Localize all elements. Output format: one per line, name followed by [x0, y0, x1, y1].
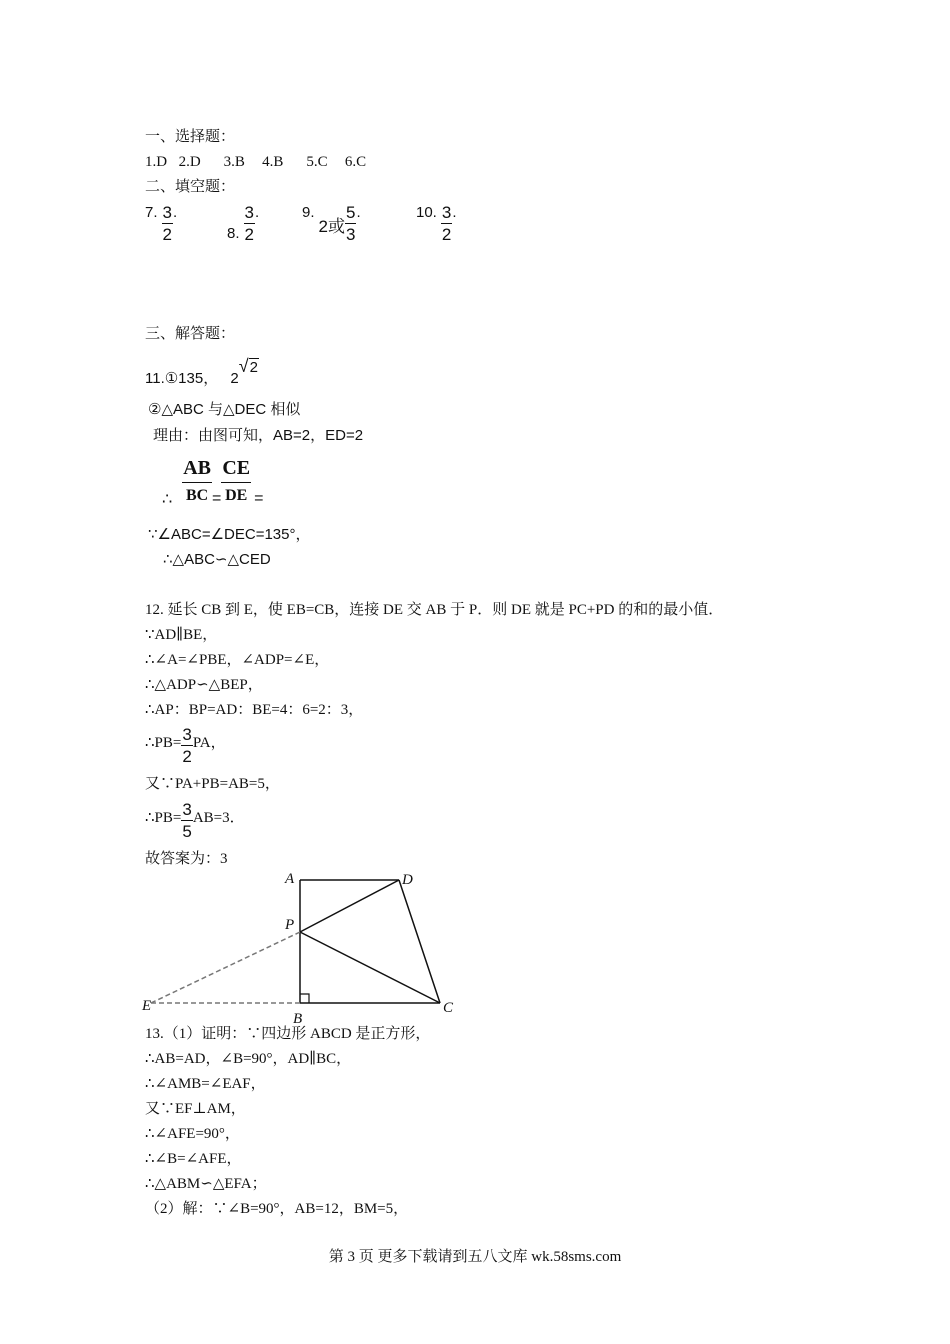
section1-heading: 一、选择题： [145, 129, 236, 145]
q11-ratio: ∴ $\frac{AB}{BC}$ = $\frac{CE}{DE}$ = [162, 457, 264, 508]
segment-pc [300, 932, 440, 1003]
right-angle-mark [300, 994, 309, 1003]
label-b: B [293, 1011, 303, 1026]
q12-line7: 又∵PA+PB=AB=5， [145, 776, 280, 792]
q12-line5: ∴AP：BP=AD：BE=4：6=2：3， [145, 702, 364, 718]
fill-answer-7: 7. $\frac{3}{2}$ . [145, 203, 178, 244]
page-footer: 第 3 页 更多下载请到五八文库 wk.58sms.com [328, 1249, 622, 1265]
label-p: P [285, 917, 295, 933]
fraction: $\frac{5}{3}$ [345, 203, 356, 244]
fraction: $\frac{3}{5}$ [182, 800, 192, 841]
label-d: D [402, 872, 413, 888]
choice-answers: 1.D 2.D 3.B 4.B 5.C 6.C [145, 154, 367, 170]
q13-line7: ∴△ABM∽△EFA； [145, 1176, 267, 1192]
fraction: $\frac{3}{2}$ [182, 725, 192, 766]
geometry-figure [135, 866, 465, 1026]
q13-line4: 又∵EF⊥AM， [145, 1101, 246, 1117]
q12-line1: 12. 延长 CB 到 E，使 EB=CB，连接 DE 交 AB 于 P．则 DE 就是 PC+PD 的和的最小值． [145, 602, 724, 618]
q13-line6: ∴∠B=∠AFE， [145, 1151, 242, 1167]
label-a: A [285, 871, 295, 887]
fill-answer-10: 10. $\frac{3}{2}$ . [416, 203, 457, 244]
q11-line3: 理由：由图可知，AB=2，ED=2 [153, 427, 364, 444]
fraction: $\frac{3}{2}$ [244, 203, 254, 244]
section2-heading: 二、填空题： [145, 179, 236, 195]
q13-line5: ∴∠AFE=90°， [145, 1126, 240, 1142]
q12-line2: ∵AD∥BE， [145, 627, 218, 643]
section3-heading: 三、解答题： [145, 326, 236, 342]
fraction-ab-bc: $\frac{AB}{BC}$ [183, 457, 211, 504]
q12-line8: ∴PB= $\frac{3}{5}$ AB=3． [145, 800, 245, 841]
fill-answer-8: 8. $\frac{3}{2}$ . [227, 203, 260, 244]
q12-line4: ∴△ADP∽△BEP， [145, 677, 263, 693]
sqrt: √2 [238, 356, 258, 376]
q11-line6: ∴△ABC∽△CED [163, 551, 271, 568]
q12-line3: ∴∠A=∠PBE，∠ADP=∠E， [145, 652, 330, 668]
label-e: E [142, 998, 152, 1014]
q13-line8: （2）解：∵∠B=90°，AB=12，BM=5， [145, 1201, 409, 1217]
q11-line2: ②△ABC 与△DEC 相似 [148, 401, 301, 418]
segment-dp [300, 880, 399, 932]
q12-line9: 故答案为：3 [145, 851, 228, 867]
q13-line1: 13.（1）证明：∵四边形 ABCD 是正方形， [145, 1026, 431, 1042]
fraction: $\frac{3}{2}$ [162, 203, 172, 244]
q12-line6: ∴PB= $\frac{3}{2}$ PA， [145, 725, 226, 766]
label-c: C [443, 1000, 454, 1016]
fraction-ce-de: $\frac{CE}{DE}$ [222, 457, 251, 504]
q11-line5: ∵∠ABC=∠DEC=135°， [148, 526, 311, 543]
fill-answer-9: 9. 2或 $\frac{5}{3}$ . [302, 203, 361, 244]
q11-line1: 11.①135， 2√2 [145, 356, 258, 387]
segment-pe-dashed [151, 932, 300, 1003]
q13-line2: ∴AB=AD，∠B=90°，AD∥BC， [145, 1051, 352, 1067]
fraction: $\frac{3}{2}$ [441, 203, 452, 244]
q13-line3: ∴∠AMB=∠EAF， [145, 1076, 266, 1092]
